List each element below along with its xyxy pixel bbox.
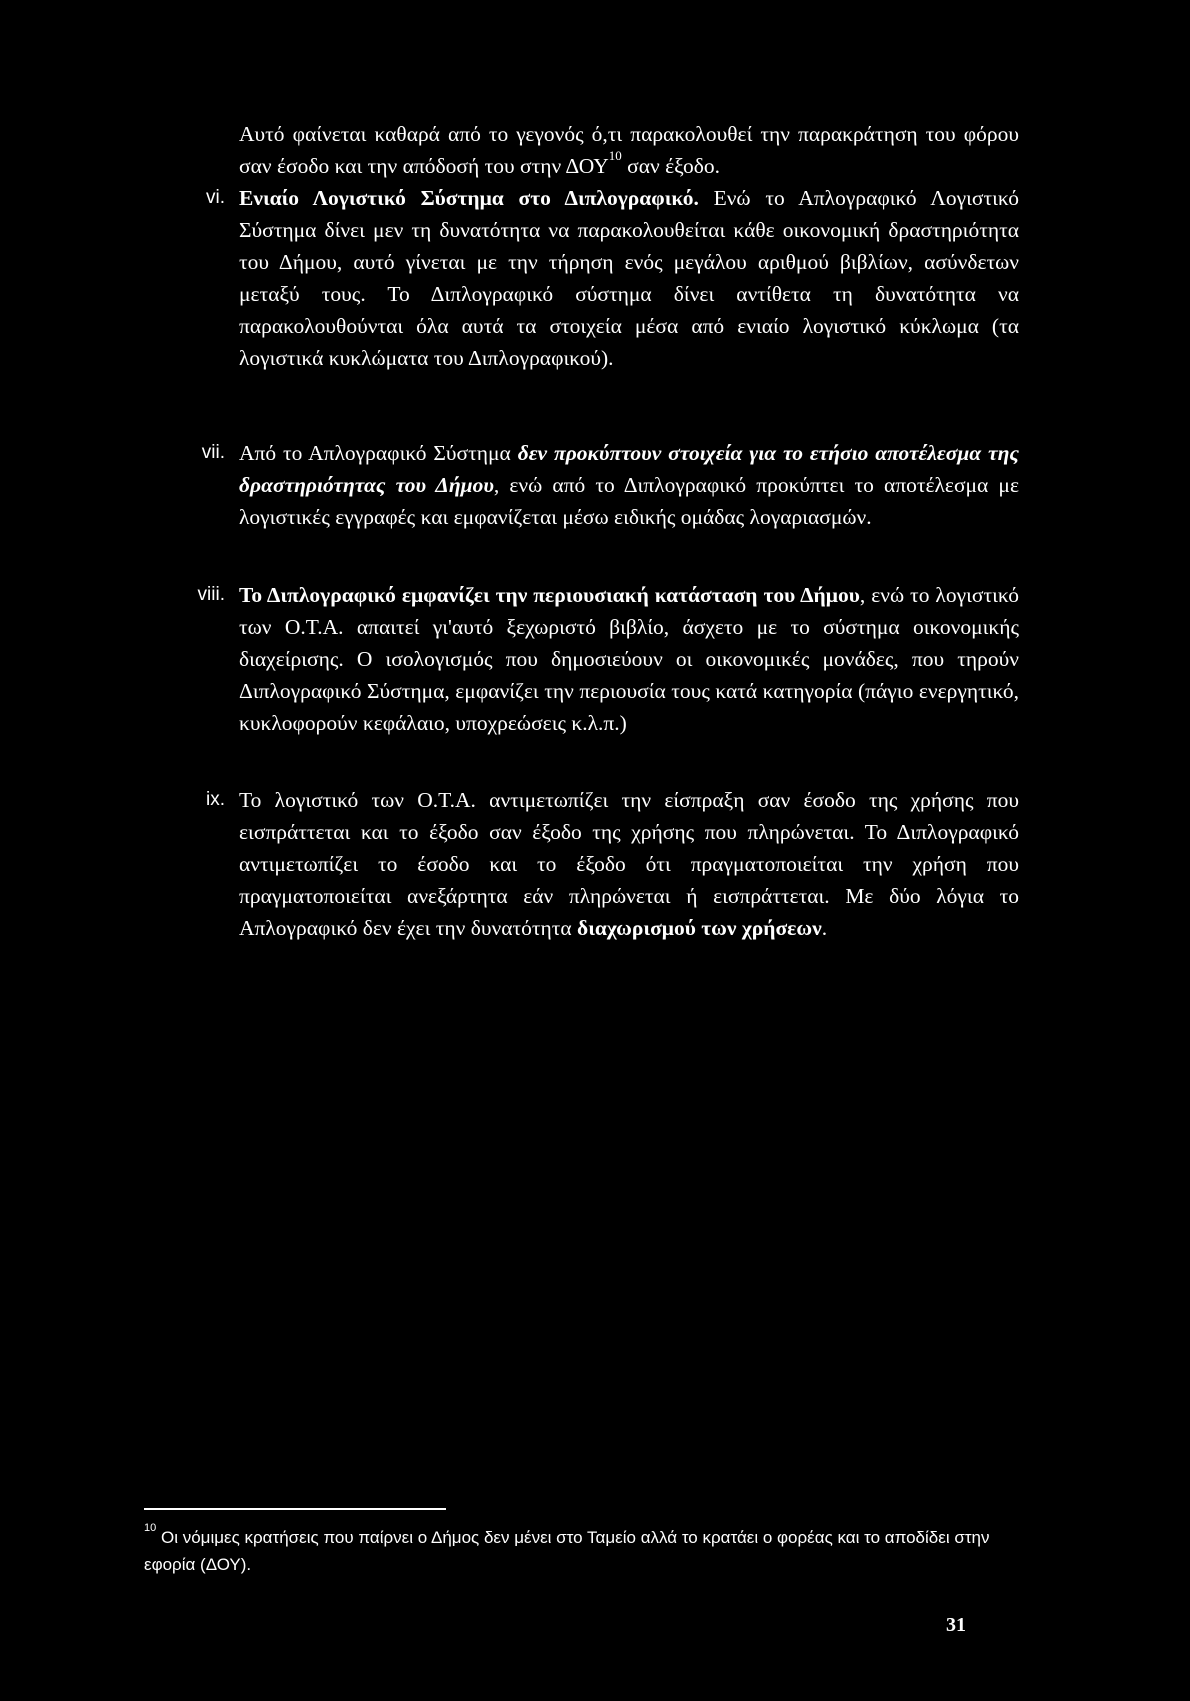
- item-heading: Ενιαίο Λογιστικό Σύστημα στο Διπλογραφικό.: [239, 186, 699, 210]
- item-text: Το λογιστικό των Ο.Τ.Α. αντιμετωπίζει την είσπραξη σαν έσοδο της χρήσης που εισπράττεται και το έξοδο σαν έξοδο της χρήσης που πληρώνεται. Το Διπλογραφικό αντιμετωπίζει το έσοδο και το έξοδο ότι πραγματοποιείται την χρήση που πραγματοποιείται ανεξάρτητα εάν πληρώνεται ή εισπράττεται. Με δύο λόγια το Απλογραφικό δεν έχει την δυνατότητα: [239, 788, 1019, 940]
- item-text: Από το Απλογραφικό Σύστημα: [239, 441, 518, 465]
- item-number: viii.: [197, 584, 225, 605]
- item-text: Ενώ το Απλογραφικό Λογιστικό Σύστημα δίνει μεν τη δυνατότητα να παρακολουθείται κάθε οικονομική δραστηριότητα του Δήμου, αυτό γίνεται με την τήρηση ενός μεγάλου αριθμού βιβλίων, ασύνδετων μεταξύ τους. Το Διπλογραφικό σύστημα δίνει αντίθετα τη δυνατότητα να παρακολουθούνται όλα αυτά τα στοιχεία μέσα από ενιαίο λογιστικό κύκλωμα (τα λογιστικά κυκλώματα του Διπλογραφικού).: [239, 186, 1019, 370]
- item-body: [239, 784, 1019, 944]
- item-body: [239, 182, 1019, 374]
- item-text-end: .: [821, 916, 828, 940]
- intro-text: Αυτό φαίνεται καθαρά από το γεγονός ό,τι παρακολουθεί την παρακράτηση του φόρου σαν έσοδο και την απόδοσή του στην ΔΟΥ: [239, 122, 1019, 178]
- item-text: , ενώ το λογιστικό των Ο.Τ.Α. απαιτεί γι'αυτό ξεχωριστό βιβλίο, άσχετο με το σύστημα οικονομικής διαχείρισης. Ο ισολογισμός που δημοσιεύουν οι οικονομικές μονάδες, που τηρούν Διπλογραφικό Σύστημα, εμφανίζει την περιουσία τους κατά κατηγορία (πάγιο ενεργητικό, κυκλοφορούν κεφάλαιο, υποχρεώσεις κ.λ.π.): [239, 583, 1019, 735]
- item-number: ix.: [206, 789, 225, 810]
- item-emphasis: διαχωρισμού των χρήσεων: [577, 916, 822, 940]
- item-emphasis: δεν προκύπτουν στοιχεία για το ετήσιο αποτέλεσμα της δραστηριότητας του Δήμου: [239, 441, 1019, 497]
- footnote-separator: [144, 1508, 446, 1510]
- footnote-reference[interactable]: 10: [608, 148, 622, 163]
- list-item-vii: [175, 437, 1019, 533]
- list-item-viii: [175, 579, 1019, 739]
- item-number: vii.: [201, 442, 225, 463]
- footnote: [144, 1524, 1024, 1578]
- intro-paragraph: [239, 118, 1019, 182]
- list-item-ix: [175, 784, 1019, 944]
- list-item-vi: [175, 182, 1019, 374]
- page-number: 31: [946, 1614, 966, 1636]
- footnote-text: Οι νόμιμες κρατήσεις που παίρνει ο Δήμος δεν μένει στο Ταμείο αλλά το κρατάει ο φορέας και το αποδίδει στην εφορία (ΔΟΥ).: [144, 1528, 990, 1574]
- item-heading: Το Διπλογραφικό εμφανίζει την περιουσιακή κατάσταση του Δήμου: [239, 583, 860, 607]
- footnote-number: 10: [144, 1522, 157, 1534]
- item-body: [239, 437, 1019, 533]
- item-text-end: , ενώ από το Διπλογραφικό προκύπτει το αποτέλεσμα με λογιστικές εγγραφές και εμφανίζεται μέσω ειδικής ομάδας λογαριασμών.: [239, 473, 1019, 529]
- item-number: vi.: [206, 187, 225, 208]
- item-body: [239, 579, 1019, 739]
- intro-text-end: σαν έξοδο.: [621, 154, 720, 178]
